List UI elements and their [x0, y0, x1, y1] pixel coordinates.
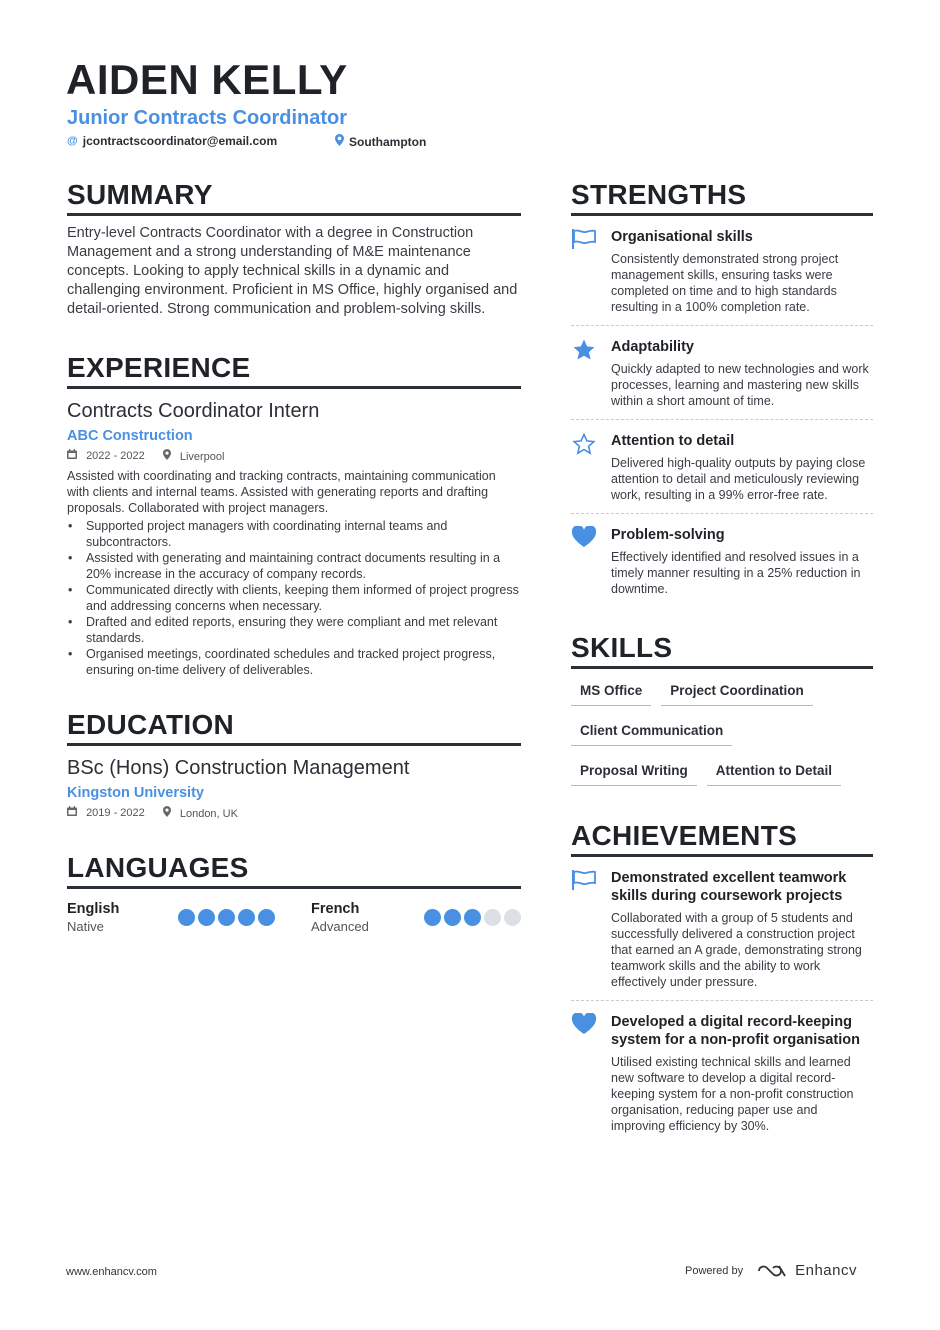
heart-icon: [571, 1013, 597, 1134]
flag-icon: [571, 228, 597, 315]
job-bullet: • Supported project managers with coordinating internal teams and subcontractors.: [67, 518, 521, 550]
strength-desc: Quickly adapted to new technologies and work processes, learning and mastering new skills within a short amount of time.: [611, 362, 869, 408]
strength-title: Problem-solving: [611, 527, 725, 543]
language-level: Native: [67, 919, 104, 934]
strength-desc: Consistently demonstrated strong project management skills, ensuring tasks were completed on time and to high standards resulting in a 100% completion rate.: [611, 252, 839, 314]
achievement-item: [571, 857, 873, 1001]
rating-dot-filled: [178, 909, 195, 926]
job-bullet: • Assisted with generating and maintaining contract documents resulting in a 20% increase in the accuracy of company records.: [67, 550, 521, 582]
calendar-icon: [67, 450, 80, 462]
flag-icon: [571, 869, 597, 990]
powered-by-label: Powered by: [685, 1264, 744, 1277]
achievement-title: Developed a digital record-keeping system for a non-profit organisation: [611, 1014, 860, 1048]
strengths-list: [571, 216, 873, 607]
star-outline-icon: [571, 432, 597, 503]
rating-dot-filled: [218, 909, 235, 926]
education-heading: EDUCATION: [67, 708, 521, 746]
achievement-content: [611, 1013, 873, 1134]
rating-dot-filled: [198, 909, 215, 926]
brand-name: Enhancv: [795, 1262, 857, 1279]
education-dates-text: 2019 - 2022: [86, 807, 145, 819]
experience-heading: EXPERIENCE: [67, 351, 521, 389]
strength-desc: Delivered high-quality outputs by paying close attention to detail and meticulously reviewing work, resulting in a 99% error-free rate.: [611, 456, 866, 502]
job-bullet: • Communicated directly with clients, keeping them informed of project progress and addressing concerns when necessary.: [67, 582, 521, 614]
language-info: [67, 901, 119, 935]
email-text: jcontractscoordinator@email.com: [82, 134, 278, 148]
job-dates-text: 2022 - 2022: [86, 450, 145, 462]
languages-heading: LANGUAGES: [67, 851, 521, 889]
strength-title: Organisational skills: [611, 229, 753, 245]
education-section: [67, 708, 521, 821]
rating-dot-empty: [504, 909, 521, 926]
education-meta: [67, 806, 521, 821]
language-rating: [424, 909, 521, 935]
rating-dot-filled: [464, 909, 481, 926]
contact-location: [335, 134, 426, 149]
degree-title: BSc (Hons) Construction Management: [67, 757, 410, 779]
summary-text: Entry-level Contracts Coordinator with a degree in Construction Management and a strong understanding of M&E maintenance concepts. Looking to apply technical skills in a dynamic and challenging environment. Proficient in MS Office, highly organised and detail-oriented. Strong communication and problem-solving skills.: [67, 225, 518, 317]
language-name: French: [311, 901, 360, 917]
heart-icon: [571, 526, 597, 597]
right-column: [571, 178, 873, 1144]
summary-heading: SUMMARY: [67, 178, 521, 216]
skills-heading: SKILLS: [571, 631, 873, 669]
enhancv-logo-icon: [757, 1263, 789, 1279]
strength-item: [571, 420, 873, 514]
job-meta: [67, 449, 521, 464]
strength-content: [611, 228, 873, 315]
achievement-content: [611, 869, 873, 990]
summary-section: [67, 178, 521, 319]
skills-list: [571, 679, 873, 799]
strength-content: [611, 526, 873, 597]
job-location-text: Liverpool: [179, 451, 225, 463]
strength-item: [571, 216, 873, 326]
education-dates: [67, 806, 145, 821]
language-name: English: [67, 901, 120, 917]
job-bullet: • Drafted and edited reports, ensuring they were compliant and met relevant standards.: [67, 614, 521, 646]
experience-entry: [67, 399, 521, 678]
skill-tag: Client Communication: [571, 719, 732, 746]
language-rating: [178, 909, 275, 935]
calendar-icon: [67, 807, 80, 819]
achievement-desc: Utilised existing technical skills and learned new software to develop a digital record-keeping system for a non-profit construction organisation, reducing paper use and improving efficiency by 30%.: [611, 1055, 854, 1133]
language-info: [311, 901, 369, 935]
rating-dot-empty: [484, 909, 501, 926]
job-location: [163, 449, 225, 464]
achievements-heading: ACHIEVEMENTS: [571, 819, 873, 857]
candidate-name: AIDEN KELLY: [66, 56, 348, 103]
rating-dot-filled: [444, 909, 461, 926]
strength-item: [571, 326, 873, 420]
skill-tag: Attention to Detail: [707, 759, 841, 786]
rating-dot-filled: [238, 909, 255, 926]
strength-desc: Effectively identified and resolved issues in a timely manner resulting in a 25% reduction in downtime.: [611, 550, 861, 596]
job-title: Contracts Coordinator Intern: [67, 400, 320, 422]
strength-content: [611, 338, 873, 409]
skill-tag: Proposal Writing: [571, 759, 697, 786]
strength-title: Adaptability: [611, 339, 694, 355]
star-filled-icon: [571, 338, 597, 409]
job-description: Assisted with coordinating and tracking contracts, maintaining communication with clients and internal teams. Assisted with generating reports and drafting proposals. Collaborated with project managers.: [67, 469, 496, 515]
contact-email[interactable]: [67, 134, 277, 148]
language-level: Advanced: [311, 919, 369, 934]
language-item: [67, 901, 275, 935]
location-pin-icon: [335, 134, 344, 149]
education-entry: [67, 756, 521, 821]
location-pin-icon: [163, 808, 174, 820]
experience-section: [67, 351, 521, 678]
strength-content: [611, 432, 873, 503]
achievements-list: [571, 857, 873, 1144]
achievement-item: [571, 1001, 873, 1144]
brand-logo: [757, 1262, 857, 1279]
rating-dot-filled: [258, 909, 275, 926]
footer-website[interactable]: www.enhancv.com: [66, 1266, 157, 1278]
strengths-section: [571, 178, 873, 607]
languages-section: [67, 851, 521, 935]
achievement-desc: Collaborated with a group of 5 students and successfully delivered a construction project that earned an A grade, demonstrating strong teamwork skills and the ability to work effectively under pressure.: [611, 911, 862, 989]
rating-dot-filled: [424, 909, 441, 926]
education-location-text: London, UK: [179, 808, 238, 820]
skill-tag: MS Office: [571, 679, 651, 706]
school-name: Kingston University: [67, 785, 204, 801]
skill-tag: Project Coordination: [661, 679, 813, 706]
footer-branding[interactable]: [685, 1262, 857, 1279]
strengths-heading: STRENGTHS: [571, 178, 873, 216]
location-pin-icon: [163, 451, 174, 463]
job-dates: [67, 449, 145, 464]
achievement-title: Demonstrated excellent teamwork skills during coursework projects: [611, 870, 847, 904]
at-icon: @: [67, 135, 78, 147]
job-bullets: [67, 518, 521, 678]
strength-item: [571, 514, 873, 607]
candidate-role: Junior Contracts Coordinator: [67, 107, 348, 129]
language-item: [311, 901, 521, 935]
location-text: Southampton: [349, 134, 427, 149]
skills-section: [571, 631, 873, 799]
achievements-section: [571, 819, 873, 1144]
left-column: [67, 178, 521, 935]
company-name: ABC Construction: [67, 428, 193, 444]
strength-title: Attention to detail: [611, 433, 735, 449]
languages-row: [67, 901, 521, 935]
job-bullet: • Organised meetings, coordinated schedules and tracked project progress, ensuring on-time delivery of deliverables.: [67, 646, 521, 678]
education-location: [163, 806, 238, 821]
